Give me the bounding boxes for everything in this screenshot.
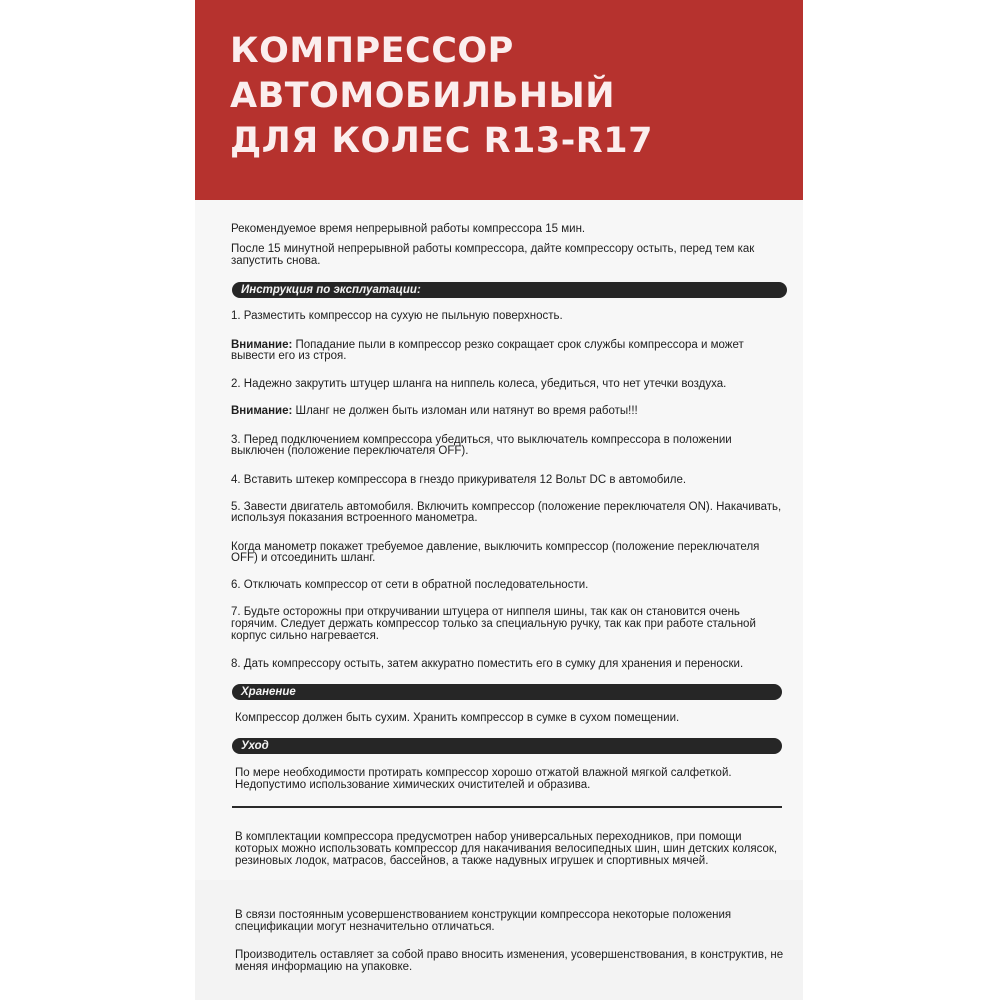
section-bar-storage: Хранение	[232, 684, 782, 700]
step-5b: используя показания встроенного манометра.	[231, 512, 478, 524]
warning-2-text: Шланг не должен быть изломан или натянут во время работы!!!	[292, 405, 638, 417]
intro-line-2b: запустить снова.	[231, 255, 321, 267]
step-6: 6. Отключать компрессор от сети в обратной последовательности.	[231, 579, 589, 591]
kit-text-b: которых можно использовать компрессор для накачивания велосипедных шин, шин детских колясок,	[235, 843, 778, 855]
step-7b: горячим. Следует держать компрессор только за специальную ручку, так как при работе стальной	[231, 618, 756, 630]
step-4: 4. Вставить штекер компрессора в гнездо прикуривателя 12 Вольт DC в автомобиле.	[231, 474, 687, 486]
header-banner	[195, 0, 803, 200]
step-1: 1. Разместить компрессор на сухую не пыльную поверхность.	[231, 310, 563, 322]
step-7c: корпус сильно нагревается.	[231, 630, 379, 642]
step-2: 2. Надежно закрутить штуцер шланга на ниппель колеса, убедиться, что нет утечки воздуха.	[231, 378, 727, 390]
section-bar-instructions: Инструкция по эксплуатации:	[232, 282, 787, 298]
footer-text-a: В связи постоянным усовершенствованием конструкции компрессора некоторые положения	[235, 909, 732, 921]
section-bar-care: Уход	[232, 738, 782, 754]
title-line-1: КОМПРЕССОР	[230, 31, 514, 71]
title-line-2: АВТОМОБИЛЬНЫЙ	[230, 76, 616, 116]
step-5d: OFF) и отсоединить шланг.	[231, 552, 376, 564]
intro-line-2a: После 15 минутной непрерывной работы компрессора, дайте компрессору остыть, перед тем как	[231, 243, 755, 255]
warning-1b: вывести его из строя.	[231, 350, 347, 362]
lower-panel	[195, 880, 803, 1000]
care-text-a: По мере необходимости протирать компрессор хорошо отжатой влажной мягкой салфеткой.	[235, 767, 732, 779]
intro-line-1: Рекомендуемое время непрерывной работы компрессора 15 мин.	[231, 223, 586, 235]
care-text-b: Недопустимо использование химических очистителей и образива.	[235, 779, 591, 791]
step-3b: выключен (положение переключателя OFF).	[231, 445, 469, 457]
step-7a: 7. Будьте осторожны при откручивании штуцера от ниппеля шины, так как он становится очень	[231, 606, 740, 618]
instruction-sheet	[195, 0, 803, 1000]
warning-label: Внимание:	[231, 339, 293, 351]
footer-text-d: меняя информацию на упаковке.	[235, 961, 413, 973]
warning-2	[231, 405, 638, 417]
warning-label: Внимание:	[231, 405, 293, 417]
footer-text-c: Производитель оставляет за собой право вносить изменения, усовершенствования, в конструктив, не	[235, 949, 784, 961]
step-5a: 5. Завести двигатель автомобиля. Включить компрессор (положение переключателя ON). Накачивать,	[231, 501, 782, 513]
storage-text: Компрессор должен быть сухим. Хранить компрессор в сумке в сухом помещении.	[235, 712, 680, 724]
step-3a: 3. Перед подключением компрессора убедиться, что выключатель компрессора в положении	[231, 434, 732, 446]
kit-text-c: резиновых лодок, матрасов, бассейнов, а также надувных игрушек и спортивных мячей.	[235, 855, 709, 867]
footer-text-b: спецификации могут незначительно отличаться.	[235, 921, 495, 933]
title-line-3: ДЛЯ КОЛЕС R13-R17	[230, 121, 653, 161]
kit-text-a: В комплектации компрессора предусмотрен набор универсальных переходников, при помощи	[235, 831, 742, 843]
warning-1-text: Попадание пыли в компрессор резко сокращает срок службы компрессора и может	[292, 339, 744, 351]
step-8: 8. Дать компрессору остыть, затем аккуратно поместить его в сумку для хранения и переноски.	[231, 658, 744, 670]
step-5c: Когда манометр покажет требуемое давление, выключить компрессор (положение переключателя	[231, 541, 760, 553]
divider-line	[232, 806, 782, 808]
